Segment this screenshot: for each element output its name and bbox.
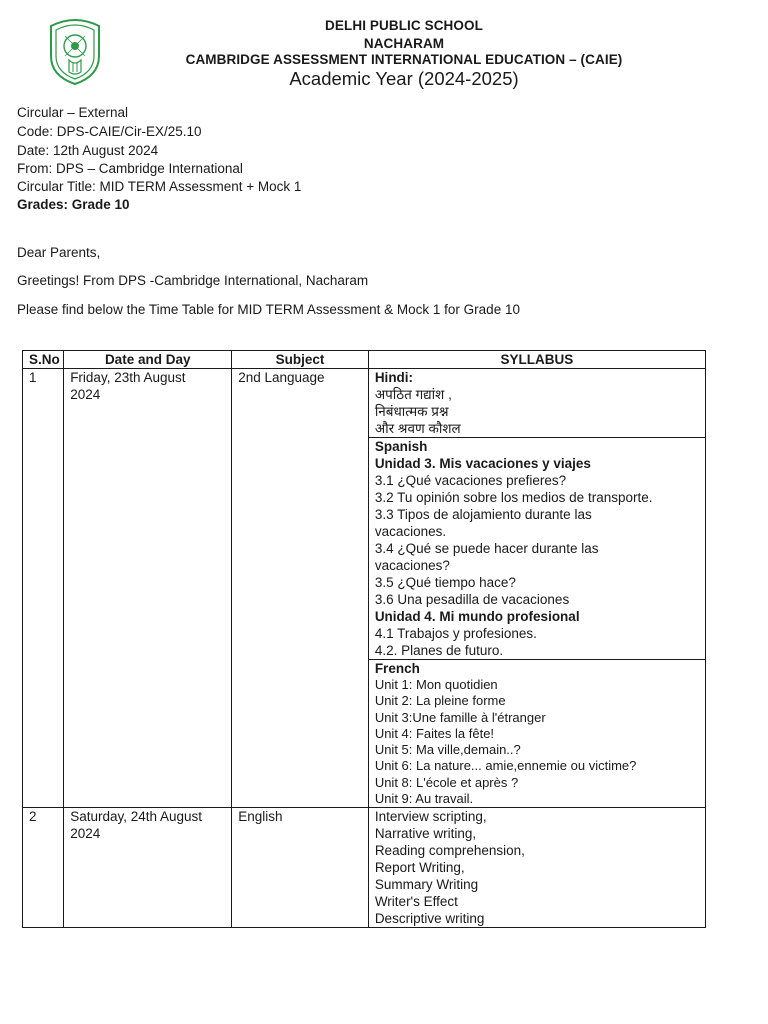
- greeting: Greetings! From DPS -Cambridge International, Nacharam: [17, 273, 369, 288]
- spanish-item: 3.1 ¿Qué vacaciones prefieres?: [374, 473, 567, 488]
- french-unit: Unit 2: La pleine forme: [374, 693, 506, 709]
- column-header-syllabus: SYLLABUS: [368, 351, 705, 369]
- syllabus-french: [368, 660, 705, 808]
- hindi-line: अपठित गद्यांश ,: [374, 387, 452, 402]
- circular-code: Code: DPS-CAIE/Cir-EX/25.10: [17, 124, 202, 139]
- circular-date: Date: 12th August 2024: [17, 143, 159, 158]
- spanish-item: 3.5 ¿Qué tiempo hace?: [374, 575, 516, 590]
- french-unit: Unit 1: Mon quotidien: [374, 677, 498, 692]
- circular-from: From: DPS – Cambridge International: [17, 161, 243, 176]
- academic-year: Academic Year (2024-2025): [289, 68, 519, 89]
- salutation: Dear Parents,: [17, 245, 101, 260]
- circular-type: Circular – External: [17, 105, 129, 120]
- timetable: [22, 350, 706, 928]
- french-unit: Unit 8: L'école et après ?: [374, 774, 519, 790]
- column-header-date: Date and Day: [64, 351, 232, 369]
- school-name: DELHI PUBLIC SCHOOL: [325, 18, 483, 33]
- english-item: Reading comprehension,: [374, 843, 525, 859]
- board-name: CAMBRIDGE ASSESSMENT INTERNATIONAL EDUCATION – (CAIE): [185, 52, 623, 67]
- english-item: Narrative writing,: [374, 826, 477, 842]
- spanish-unit3-title: Unidad 3. Mis vacaciones y viajes: [374, 456, 591, 471]
- date-line: Saturday, 24th August: [70, 809, 203, 825]
- french-unit: Unit 5: Ma ville,demain..?: [374, 742, 521, 758]
- hindi-line: निबंधात्मक प्रश्न: [374, 404, 449, 419]
- syllabus-hindi: [368, 369, 705, 438]
- hindi-title: Hindi:: [374, 370, 414, 385]
- spanish-item: 4.2. Planes de futuro.: [374, 643, 504, 658]
- english-item: Interview scripting,: [374, 809, 487, 825]
- cell-sno: 1: [23, 369, 64, 808]
- table-header-row: [23, 351, 706, 369]
- date-year: 2024: [70, 387, 101, 402]
- spanish-item: 4.1 Trabajos y profesiones.: [374, 626, 537, 641]
- english-item: Descriptive writing: [374, 911, 485, 927]
- english-item: Summary Writing: [374, 877, 479, 893]
- spanish-item: 3.3 Tipos de alojamiento durante las: [374, 507, 592, 522]
- spanish-item: 3.6 Una pesadilla de vacaciones: [374, 592, 570, 607]
- cell-sno: 2: [23, 808, 64, 928]
- english-item: Report Writing,: [374, 860, 465, 876]
- cell-date: [64, 369, 232, 808]
- spanish-item: 3.4 ¿Qué se puede hacer durante las: [374, 541, 599, 556]
- syllabus-english: [368, 808, 705, 928]
- table-row: [23, 808, 706, 928]
- spanish-title: Spanish: [374, 439, 428, 454]
- spanish-unit4-title: Unidad 4. Mi mundo profesional: [374, 609, 580, 624]
- french-unit: Unit 3:Une famille à l'étranger: [374, 709, 546, 725]
- spanish-item: vacaciones?: [374, 558, 450, 573]
- spanish-item: vacaciones.: [374, 524, 447, 539]
- school-location: NACHARAM: [363, 36, 445, 51]
- date-year: 2024: [70, 826, 101, 842]
- cell-date: [64, 808, 232, 928]
- syllabus-spanish: [368, 438, 705, 660]
- intro-text: Please find below the Time Table for MID TERM Assessment & Mock 1 for Grade 10: [17, 302, 520, 317]
- french-unit: Unit 9: Au travail.: [374, 791, 474, 807]
- spanish-item: 3.2 Tu opinión sobre los medios de transporte.: [374, 490, 653, 505]
- circular-title: Circular Title: MID TERM Assessment + Mock 1: [17, 179, 302, 194]
- hindi-line: और श्रवण कौशल: [374, 421, 461, 436]
- cell-subject: 2nd Language: [232, 369, 369, 808]
- french-unit: Unit 6: La nature... amie,ennemie ou victime?: [374, 758, 637, 774]
- table-row: [23, 369, 706, 438]
- circular-grades: Grades: Grade 10: [17, 197, 130, 212]
- date-line: Friday, 23th August: [70, 370, 186, 385]
- french-unit: Unit 4: Faites la fête!: [374, 725, 495, 741]
- column-header-subject: Subject: [232, 351, 369, 369]
- english-item: Writer's Effect: [374, 894, 458, 910]
- french-title: French: [374, 661, 420, 676]
- cell-subject: English: [232, 808, 369, 928]
- column-header-sno: S.No: [23, 351, 64, 369]
